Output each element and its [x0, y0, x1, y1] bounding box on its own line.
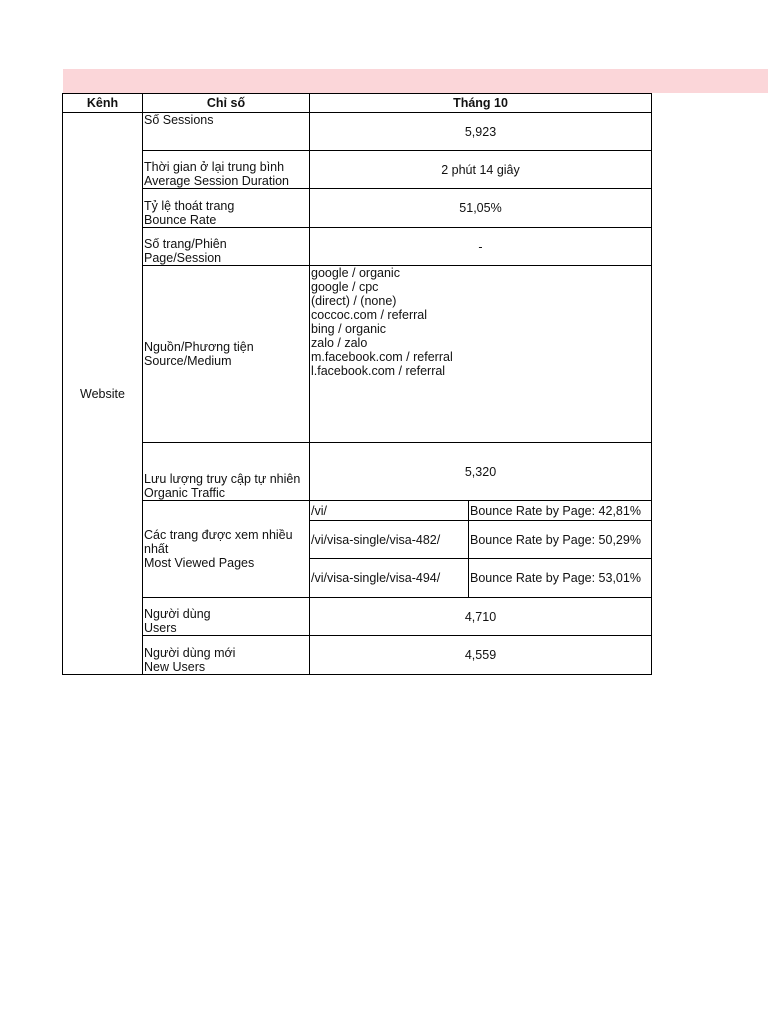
row-source	[63, 266, 652, 443]
header-kenh: Kênh	[63, 94, 143, 113]
source-item: (direct) / (none)	[311, 294, 397, 308]
value-new-users: 4,559	[310, 636, 652, 675]
source-item: zalo / zalo	[311, 336, 368, 350]
page-path: /vi/visa-single/visa-482/	[310, 521, 469, 559]
label-users: Người dùng Users	[143, 598, 310, 636]
label-organic: Lưu lượng truy cập tự nhiên Organic Traffic	[143, 443, 310, 501]
page-bounce-rate: Bounce Rate by Page: 53,01%	[469, 559, 652, 598]
value-organic: 5,320	[310, 443, 652, 501]
page-path: /vi/visa-single/visa-494/	[310, 559, 469, 598]
label-avg-duration: Thời gian ở lại trung bình Average Session Duration	[143, 151, 310, 189]
row-most-viewed-1	[63, 501, 652, 521]
label-source: Nguồn/Phương tiện Source/Medium	[143, 266, 310, 443]
page-bounce-rate: Bounce Rate by Page: 42,81%	[469, 501, 652, 521]
header-row	[63, 94, 652, 113]
value-pages-session: -	[310, 228, 652, 266]
label-sessions: Số Sessions	[143, 113, 310, 151]
value-sessions: 5,923	[310, 113, 652, 151]
value-avg-duration: 2 phút 14 giây	[310, 151, 652, 189]
label-pages-session: Số trang/Phiên Page/Session	[143, 228, 310, 266]
row-users	[63, 598, 652, 636]
page-bounce-rate: Bounce Rate by Page: 50,29%	[469, 521, 652, 559]
source-item: l.facebook.com / referral	[311, 364, 446, 378]
header-band	[63, 69, 768, 93]
row-bounce	[63, 189, 652, 228]
value-bounce: 51,05%	[310, 189, 652, 228]
source-item: google / organic	[311, 266, 400, 280]
channel-cell: Website	[63, 113, 143, 675]
value-source-list	[310, 266, 652, 443]
source-item: bing / organic	[311, 322, 387, 336]
header-chi-so: Chỉ số	[143, 94, 310, 113]
source-item: google / cpc	[311, 280, 379, 294]
label-bounce: Tỷ lệ thoát trang Bounce Rate	[143, 189, 310, 228]
label-new-users: Người dùng mới New Users	[143, 636, 310, 675]
report-table	[62, 93, 652, 675]
row-avg-duration	[63, 151, 652, 189]
header-thang: Tháng 10	[310, 94, 652, 113]
row-pages-session	[63, 228, 652, 266]
value-users: 4,710	[310, 598, 652, 636]
source-item: coccoc.com / referral	[311, 308, 428, 322]
row-new-users	[63, 636, 652, 675]
page-path: /vi/	[310, 501, 469, 521]
row-sessions	[63, 113, 652, 151]
row-organic	[63, 443, 652, 501]
source-item: m.facebook.com / referral	[311, 350, 453, 364]
label-most-viewed: Các trang được xem nhiều nhất Most Viewed Pages	[143, 501, 310, 598]
